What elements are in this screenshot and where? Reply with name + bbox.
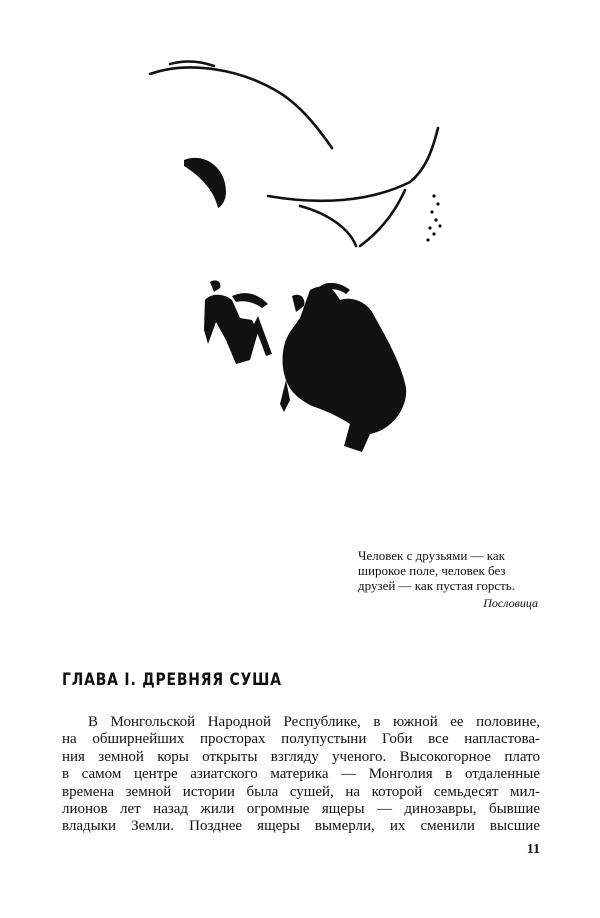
epigraph-source: Пословица (483, 596, 538, 610)
bird-wing-upper-line (150, 67, 332, 148)
body-line: владыки Земли. Позднее ящеры вымерли, их сменили высшие (62, 818, 540, 835)
bird-wing-lower-line (268, 128, 438, 201)
page-number: 11 (526, 842, 540, 857)
bird-beak-shape (184, 158, 226, 208)
body-line: ния земной коры открыты взгляду ученого. Высокогорное плато (62, 748, 540, 765)
human-figures (204, 280, 406, 452)
epigraph-line: друзей — как пустая горсть. (358, 578, 515, 593)
epigraph-line: Человек с друзьями — как (358, 548, 505, 563)
epigraph (358, 548, 538, 593)
body-line: В Монгольской Народной Республике, в южной ее половине, (88, 714, 540, 730)
bird-tail-dots (426, 194, 441, 241)
chapter-heading: ГЛАВА I. ДРЕВНЯЯ СУША (62, 670, 282, 690)
epigraph-line: широкое поле, человек без (358, 563, 506, 578)
body-line: в самом центре азиатского материка — Монголия в отдаленные (62, 766, 540, 783)
body-line: лионов лет назад жили огромные ящеры — динозавры, бывшие (62, 801, 540, 818)
body-line: на обширнейших просторах полупустыни Гоби все напластова- (62, 731, 540, 748)
body-paragraph (62, 714, 540, 836)
body-line: времена земной истории была сушей, на которой семьдесят мил- (62, 783, 540, 800)
